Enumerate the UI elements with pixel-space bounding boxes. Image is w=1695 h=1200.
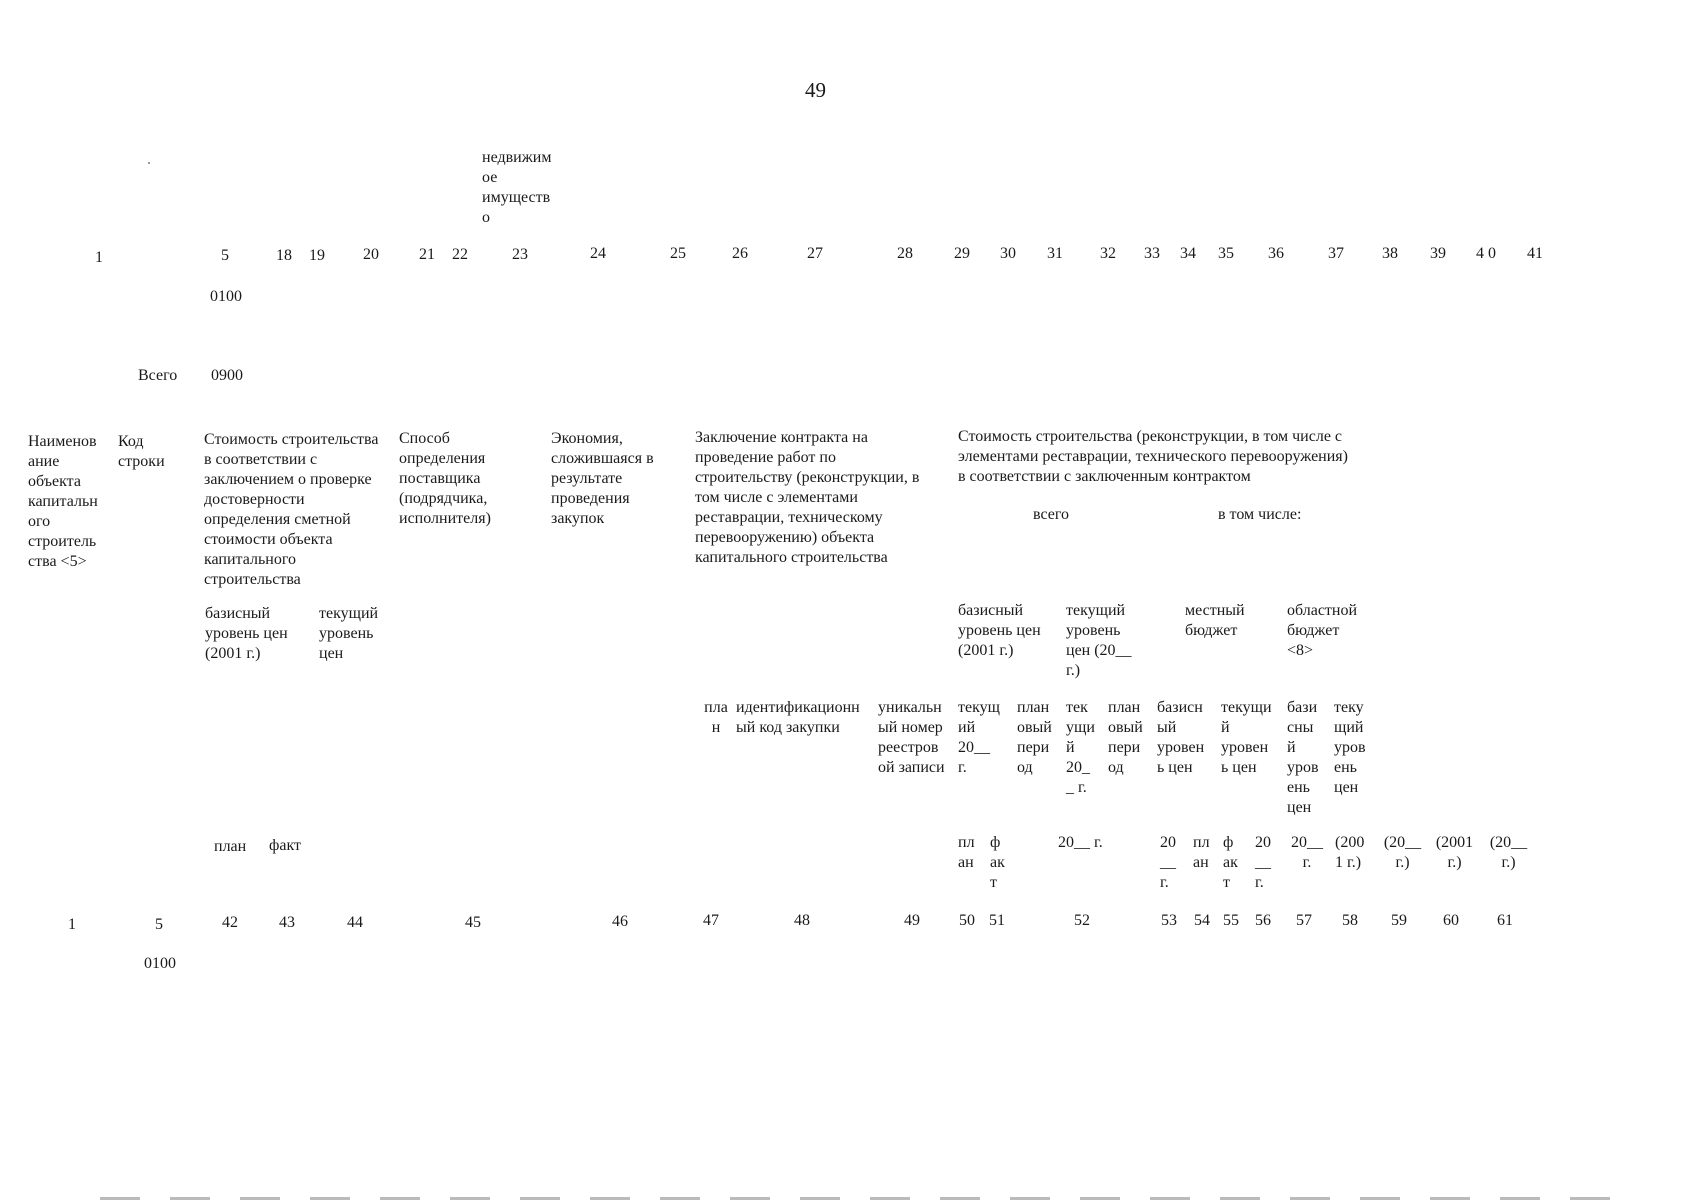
row-code: 0100 [210, 288, 242, 305]
column-number: 60 [1443, 912, 1459, 929]
column-number: 24 [590, 245, 606, 262]
column-number: 22 [452, 246, 468, 263]
l4-fact-b: ф ак т [1223, 834, 1238, 891]
column-number: 21 [419, 246, 435, 263]
l3-planned-2: план овый пери од [1108, 699, 1143, 776]
column-number: 26 [732, 245, 748, 262]
column-number: 51 [989, 912, 1005, 929]
subheader-contract-base: базисный уровень цен (2001 г.) [958, 602, 1041, 659]
l4-plan-b: пл ан [1193, 834, 1210, 871]
l3-current-2: тек ущи й 20_ _ г. [1066, 699, 1095, 796]
column-number: 25 [670, 245, 686, 262]
column-number: 61 [1497, 912, 1513, 929]
header-object-name: Наименов ание объекта капитальн ого строитель ства <5> [28, 433, 98, 570]
column-number: 29 [954, 245, 970, 262]
column-number: 1 [95, 249, 103, 266]
column-number: 34 [1180, 245, 1196, 262]
column-number: 53 [1161, 912, 1177, 929]
column-number: 37 [1328, 245, 1344, 262]
column-number: 27 [807, 245, 823, 262]
column-number: 31 [1047, 245, 1063, 262]
column-number: 36 [1268, 245, 1284, 262]
column-number: 50 [959, 912, 975, 929]
column-number: 47 [703, 912, 719, 929]
column-number: 19 [309, 247, 325, 264]
column-header-fragment: недвижим ое имуществ о [482, 149, 552, 226]
column-number: 33 [1144, 245, 1160, 262]
l3-base-local: базисн ый уровен ь цен [1157, 699, 1205, 776]
subheader-current-level: текущий уровень цен [319, 605, 379, 662]
column-number: 39 [1430, 245, 1446, 262]
l4-year-a: 20__ г. [1058, 834, 1103, 851]
header-contract: Заключение контракта на проведение работ по строительству (реконструкции, в том числе с элементами реставрации, техническому перевооружению) объекта капитального строительства [695, 429, 920, 566]
subheader-base-level: базисный уровень цен (2001 г.) [205, 605, 288, 662]
column-number: 42 [222, 914, 238, 931]
total-row-code: 0900 [211, 367, 243, 384]
column-number: 49 [904, 912, 920, 929]
column-number: 48 [794, 912, 810, 929]
page-number: 49 [805, 78, 826, 102]
l4-year-2001-a: (200 1 г.) [1335, 834, 1365, 871]
header-contract-cost: Стоимость строительства (реконструкции, в том числе с элементами реставрации, технического перевооружения) в соответствии с заключенным контрактом [958, 428, 1348, 485]
header-savings: Экономия, сложившаяся в результате проведения закупок [551, 430, 654, 527]
l4-year-c: 20 __ г. [1255, 834, 1271, 891]
column-number: 59 [1391, 912, 1407, 929]
column-number: 45 [465, 914, 481, 931]
subheader-regional-budget: областной бюджет <8> [1287, 602, 1358, 659]
column-number: 18 [276, 247, 292, 264]
l4-fact-a: ф ак т [990, 834, 1005, 891]
l4-plan-a: пл ан [958, 834, 975, 871]
column-number: 4 0 [1476, 245, 1496, 262]
header-row-code: Код строки [118, 433, 165, 470]
column-number: 1 [68, 916, 76, 933]
lower-row-code: 0100 [144, 955, 176, 972]
column-number: 55 [1223, 912, 1239, 929]
header-cost-verified: Стоимость строительства в соответствии с заключением о проверке достоверности определения сметной стоимости объекта капитального строительства [204, 431, 379, 588]
l3-plan: пла н [704, 699, 728, 736]
header-including: в том числе: [1218, 506, 1302, 523]
total-label: Всего [138, 367, 178, 384]
l4-plan: план [214, 838, 247, 855]
column-number: 38 [1382, 245, 1398, 262]
column-number: 32 [1100, 245, 1116, 262]
column-number: 23 [512, 246, 528, 263]
column-number: 54 [1194, 912, 1210, 929]
scan-speck [148, 162, 150, 164]
l3-current-local: текущи й уровен ь цен [1221, 699, 1272, 776]
column-number: 56 [1255, 912, 1271, 929]
l3-planned-1: план овый пери од [1017, 699, 1052, 776]
l3-ident-code: идентификационн ый код закупки [736, 699, 860, 736]
l4-fact: факт [269, 837, 302, 854]
column-number: 28 [897, 245, 913, 262]
l3-current-regional: теку щий уров ень цен [1334, 699, 1366, 796]
l4-year-d: 20__ г. [1291, 834, 1323, 871]
header-total: всего [1033, 506, 1070, 523]
column-number: 52 [1074, 912, 1090, 929]
l4-year-20-a: (20__ г.) [1383, 834, 1422, 871]
subheader-local-budget: местный бюджет [1185, 602, 1245, 639]
column-number: 57 [1296, 912, 1312, 929]
l3-base-regional: бази сны й уров ень цен [1287, 699, 1319, 816]
column-number: 44 [347, 914, 363, 931]
l3-registry: уникальн ый номер реестров ой записи [878, 699, 945, 776]
l4-year-2001-b: (2001 г.) [1435, 834, 1474, 871]
column-number: 43 [279, 914, 295, 931]
column-number: 20 [363, 246, 379, 263]
l4-year-b: 20 __ г. [1160, 834, 1176, 891]
column-number: 5 [221, 247, 229, 264]
l3-current-1: текущ ий 20__ г. [958, 699, 1000, 776]
column-number: 30 [1000, 245, 1016, 262]
column-number: 41 [1527, 245, 1543, 262]
column-number: 58 [1342, 912, 1358, 929]
column-number: 35 [1218, 245, 1234, 262]
subheader-contract-current: текущий уровень цен (20__ г.) [1066, 602, 1132, 679]
header-supplier-method: Способ определения поставщика (подрядчика, исполнителя) [399, 430, 491, 527]
column-number: 46 [612, 913, 628, 930]
column-number: 5 [155, 916, 163, 933]
l4-year-20-b: (20__ г.) [1489, 834, 1528, 871]
